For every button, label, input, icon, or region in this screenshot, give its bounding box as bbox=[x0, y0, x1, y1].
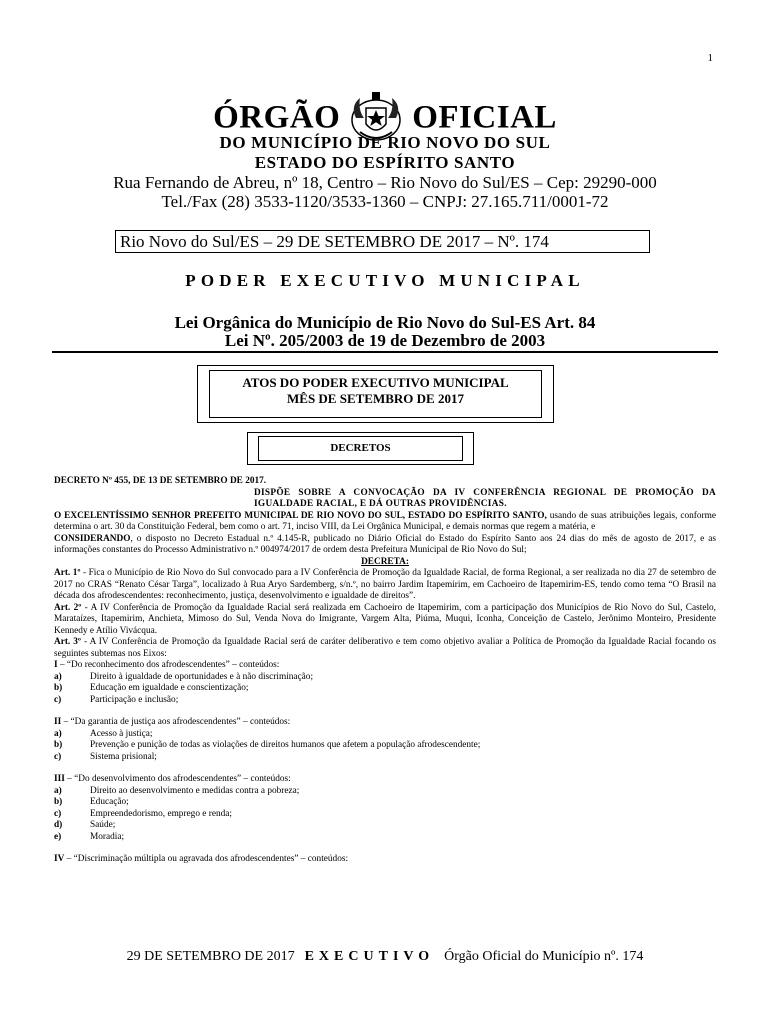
item-key: e) bbox=[54, 831, 62, 842]
list-item bbox=[54, 729, 716, 741]
axis-text: – “Do reconhecimento dos afrodescendentes” – conteúdos: bbox=[57, 660, 280, 670]
list-item bbox=[54, 683, 716, 695]
item-text: Educação; bbox=[90, 797, 129, 807]
axis-number: III bbox=[54, 774, 65, 784]
item-text: Direito ao desenvolvimento e medidas contra a pobreza; bbox=[90, 785, 300, 796]
list-item bbox=[54, 695, 716, 707]
article-label: Art. 3º bbox=[54, 637, 81, 647]
item-text: Empreendedorismo, emprego e renda; bbox=[90, 808, 232, 819]
list-item bbox=[54, 786, 716, 798]
item-key: b) bbox=[54, 683, 63, 693]
article-label: Art. 1º bbox=[54, 568, 81, 578]
item-key: d) bbox=[54, 820, 63, 830]
atos-title: ATOS DO PODER EXECUTIVO MUNICIPAL bbox=[242, 375, 509, 390]
axis-number: II bbox=[54, 717, 62, 727]
item-text: Educação em igualdade e conscientização; bbox=[90, 683, 249, 693]
item-key: a) bbox=[54, 785, 62, 796]
decreta-heading: DECRETA: bbox=[361, 556, 409, 567]
masthead-word-orgao: ÓRGÃO bbox=[213, 99, 341, 136]
list-item bbox=[54, 740, 716, 752]
masthead-word-oficial: OFICIAL bbox=[412, 99, 557, 136]
axis-number: I bbox=[54, 660, 58, 670]
spacer bbox=[54, 843, 716, 854]
state-name: ESTADO DO ESPÍRITO SANTO bbox=[254, 153, 516, 172]
decree-intro bbox=[54, 511, 716, 534]
list-item bbox=[54, 820, 716, 832]
article-2 bbox=[54, 603, 716, 638]
axis-2 bbox=[54, 717, 716, 729]
considerando-text: , o disposto no Decreto Estadual n.º 4.145-R, publicado no Diário Oficial do Estado do Espírito Santo aos 24 dias do mês de agosto de 2017, e as informações constantes do Processo Administrativo n.º 004974/2017 de ordem desta Prefeitura Municipal de Rio Novo do Sul; bbox=[54, 533, 716, 555]
item-text: Saúde; bbox=[90, 820, 116, 830]
law-reference-1: Lei Orgânica do Município de Rio Novo do Sul-ES Art. 84 bbox=[174, 313, 596, 332]
municipality-name: DO MUNICÍPIO DE RIO NOVO DO SUL bbox=[219, 133, 551, 152]
contact-line: Tel./Fax (28) 3533-1120/3533-1360 – CNPJ: 27.165.711/0001-72 bbox=[161, 192, 609, 211]
article-3 bbox=[54, 637, 716, 660]
item-key: b) bbox=[54, 797, 63, 807]
list-item bbox=[54, 672, 716, 684]
spacer bbox=[54, 706, 716, 717]
decretos-box bbox=[247, 432, 474, 465]
intro-authority: O EXCELENTÍSSIMO SENHOR PREFEITO MUNICIPAL DE RIO NOVO DO SUL, ESTADO DO ESPÍRITO SANTO, bbox=[54, 510, 547, 521]
page-footer bbox=[0, 949, 770, 965]
item-key: b) bbox=[54, 740, 63, 750]
item-text: Sistema prisional; bbox=[90, 751, 157, 762]
list-item bbox=[54, 752, 716, 764]
intro-text: usando de suas atribuições legais, conforme determina o art. 30 da Constituição Federal, bem como o art. 71, inciso VIII, da Lei Orgânica Municipal, e demais normas que regem a matéria, e bbox=[54, 510, 716, 532]
axis-text: – “Do desenvolvimento dos afrodescendentes” – conteúdos: bbox=[64, 774, 291, 784]
atos-month: MÊS DE SETEMBRO DE 2017 bbox=[287, 391, 464, 406]
axis-text: – “Discriminação múltipla ou agravada dos afrodescendentes” – conteúdos: bbox=[64, 854, 349, 864]
divider bbox=[52, 351, 718, 353]
footer-title: Órgão Oficial do Município nº. 174 bbox=[444, 949, 644, 964]
item-key: a) bbox=[54, 728, 62, 739]
atos-box bbox=[197, 365, 554, 423]
list-item bbox=[54, 809, 716, 821]
axis-1 bbox=[54, 660, 716, 672]
footer-date: 29 DE SETEMBRO DE 2017 bbox=[126, 949, 295, 964]
axis-2-list bbox=[54, 729, 716, 764]
address-line: Rua Fernando de Abreu, nº 18, Centro – Rio Novo do Sul/ES – Cep: 29290-000 bbox=[113, 173, 657, 192]
spacer bbox=[54, 763, 716, 774]
section-title: PODER EXECUTIVO MUNICIPAL bbox=[185, 271, 585, 290]
decree-body bbox=[54, 476, 716, 866]
axis-1-list bbox=[54, 672, 716, 707]
item-key: c) bbox=[54, 808, 62, 819]
article-text: - A IV Conferência de Promoção da Igualdade Racial será realizada em Cachoeiro de Itapemirim, com a participação dos Municípios de Rio Novo do Sul, Castelo, Marataízes, Itapemirim, Anchieta, Mimoso do Sul, Venda Nova do Imigrante, Vargem Alta, Piúma, Muqui, Iconha, Conceição de Castelo, Jerônimo Monteiro, Presidente Kennedy e Atílio Vivácqua. bbox=[54, 602, 716, 636]
item-text: Prevenção e punição de todas as violações de direitos humanos que afetem a população afrodescendente; bbox=[90, 740, 481, 750]
axis-text: – “Da garantia de justiça aos afrodescendentes” – conteúdos: bbox=[61, 717, 291, 727]
atos-box-inner bbox=[209, 370, 542, 418]
item-text: Acesso à justiça; bbox=[90, 728, 153, 739]
item-key: a) bbox=[54, 671, 62, 682]
decretos-label: DECRETOS bbox=[258, 436, 463, 461]
axis-4 bbox=[54, 854, 716, 866]
article-text: - Fica o Município de Rio Novo do Sul convocado para a IV Conferência de Promoção da Igualdade Racial, de forma Regional, a ser realizada no dia 27 de setembro de 2017 no CRAS “Renato César Targa”, localizado à Rua Aryo Sardemberg, s/n.º, no bairro Jardim Itapemirim, em Cachoeiro de Itapemirim-ES, tendo como tema “O Brasil na década dos afrodescendentes: reconhecimento, justiça, desenvolvimento e igualdade de direitos”. bbox=[54, 568, 716, 601]
item-key: c) bbox=[54, 694, 62, 705]
page-number: 1 bbox=[707, 52, 713, 64]
law-reference-2: Lei Nº. 205/2003 de 19 de Dezembro de 2003 bbox=[224, 331, 546, 350]
list-item bbox=[54, 797, 716, 809]
item-text: Participação e inclusão; bbox=[90, 694, 179, 705]
decree-heading: DECRETO Nº 455, DE 13 DE SETEMBRO DE 2017. bbox=[54, 476, 267, 486]
considerando-paragraph bbox=[54, 534, 716, 557]
item-text: Moradia; bbox=[90, 831, 125, 842]
item-text: Direito à igualdade de oportunidades e à não discriminação; bbox=[90, 671, 314, 682]
item-key: c) bbox=[54, 751, 62, 762]
edition-date-box: Rio Novo do Sul/ES – 29 DE SETEMBRO DE 2017 – Nº. 174 bbox=[115, 230, 650, 253]
axis-number: IV bbox=[54, 854, 65, 864]
decree-summary: DISPÕE SOBRE A CONVOCAÇÃO DA IV CONFERÊNCIA REGIONAL DE PROMOÇÃO DA IGUALDADE RACIAL, E DÁ OUTRAS PROVIDÊNCIAS. bbox=[254, 487, 716, 509]
axis-3 bbox=[54, 774, 716, 786]
considerando-label: CONSIDERANDO bbox=[54, 533, 131, 544]
article-label: Art. 2º bbox=[54, 602, 82, 613]
axis-3-list bbox=[54, 786, 716, 844]
footer-executivo: EXECUTIVO bbox=[304, 949, 435, 964]
list-item bbox=[54, 832, 716, 844]
article-text: - A IV Conferência de Promoção da Igualdade Racial será de caráter deliberativo e tem como objetivo avaliar a Política de Promoção da Igualdade Racial focando os seguintes subtemas nos Eixos: bbox=[54, 637, 716, 659]
article-1 bbox=[54, 568, 716, 603]
